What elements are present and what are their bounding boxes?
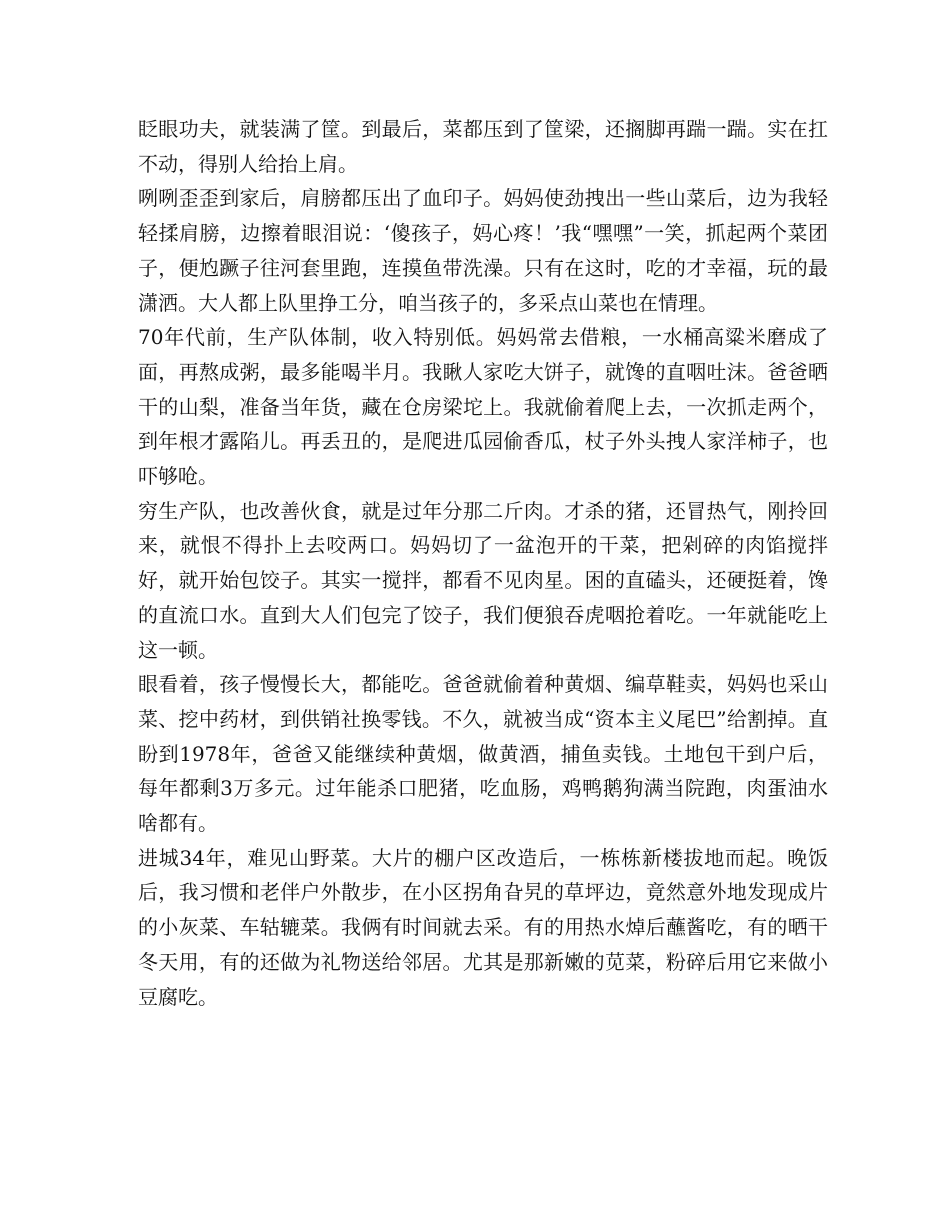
document-body: [138, 112, 828, 1014]
paragraph-1: 眨眼功夫，就装满了筐。到最后，菜都压到了筐梁，还搁脚再踹一踹。实在扛不动，得别人给抬上肩。: [138, 117, 828, 176]
paragraph-6: 进城34年，难见山野菜。大片的棚户区改造后，一栋栋新楼拔地而起。晚饭后，我习惯和老伴户外散步，在小区拐角旮旯的草坪边，竟然意外地发现成片的小灰菜、车轱辘菜。我俩有时间就去采。有的用热水焯后蘸酱吃，有的晒干冬天用，有的还做为礼物送给邻居。尤其是那新嫩的苋菜，粉碎后用它来做小豆腐吃。: [138, 845, 828, 1009]
paragraph-3: 70年代前，生产队体制，收入特别低。妈妈常去借粮，一水桶高粱米磨成了面，再熬成粥，最多能喝半月。我瞅人家吃大饼子，就馋的直咽吐沫。爸爸晒干的山梨，准备当年货，藏在仓房梁坨上。我就偷着爬上去，一次抓走两个，到年根才露陷儿。再丢丑的，是爬进瓜园偷香瓜，杖子外头拽人家洋柿子，也吓够呛。: [138, 325, 828, 489]
paragraph-2: 咧咧歪歪到家后，肩膀都压出了血印子。妈妈使劲拽出一些山菜后，边为我轻轻揉肩膀，边擦着眼泪说：‘傻孩子，妈心疼！’我“嘿嘿”一笑，抓起两个菜团子，便尥蹶子往河套里跑，连摸鱼带洗澡。只有在这时，吃的才幸福，玩的最潇洒。大人都上队里挣工分，咱当孩子的，多采点山菜也在情理。: [138, 186, 828, 315]
paragraph-4: 穷生产队，也改善伙食，就是过年分那二斤肉。才杀的猪，还冒热气，刚拎回来，就恨不得扑上去咬两口。妈妈切了一盆泡开的干菜，把剁碎的肉馅搅拌好，就开始包饺子。其实一搅拌，都看不见肉星。困的直磕头，还硬挺着，馋的直流口水。直到大人们包完了饺子，我们便狼吞虎咽抢着吃。一年就能吃上这一顿。: [138, 498, 828, 662]
paragraph-5: 眼看着，孩子慢慢长大，都能吃。爸爸就偷着种黄烟、编草鞋卖，妈妈也采山菜、挖中药材，到供销社换零钱。不久，就被当成“资本主义尾巴”给割掉。直盼到1978年，爸爸又能继续种黄烟，做黄酒，捕鱼卖钱。土地包干到户后，每年都剩3万多元。过年能杀口肥猪，吃血肠，鸡鸭鹅狗满当院跑，肉蛋油水啥都有。: [138, 672, 828, 836]
